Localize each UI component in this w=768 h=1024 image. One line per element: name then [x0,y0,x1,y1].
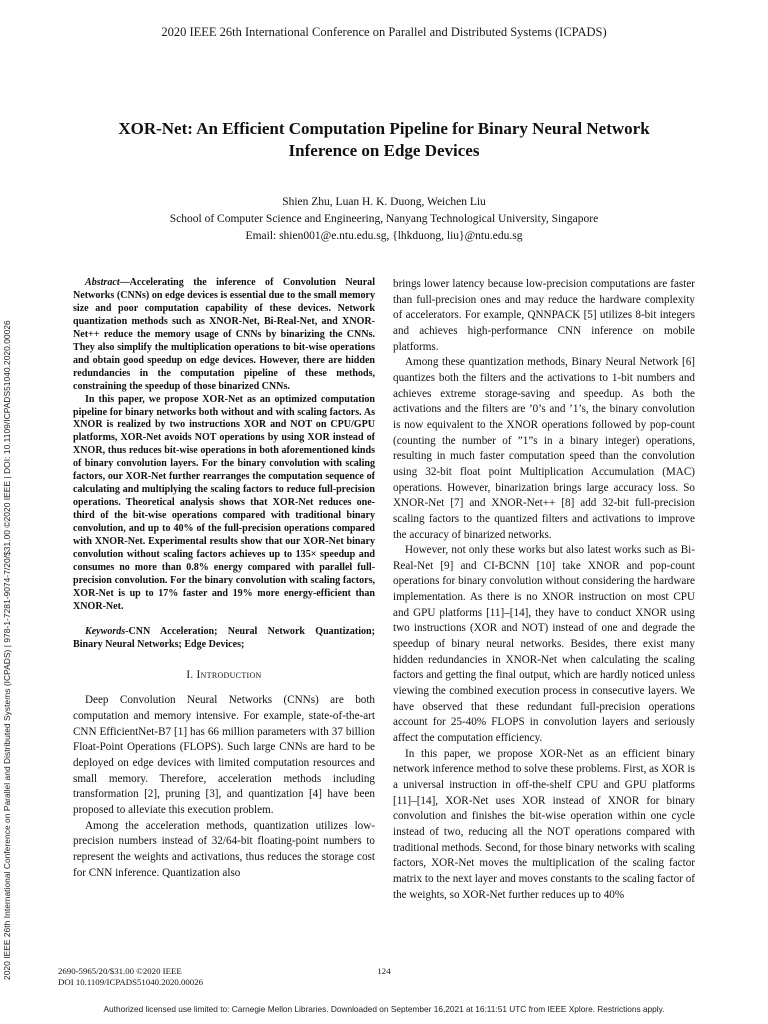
keywords-label: Keywords [85,625,126,637]
intro-paragraph: brings lower latency because low-precision computations are faster than full-precision ones and may reduce the hardware complexity of accelerators. For example, QNNPACK [5] utilizes 8-bit integers and achieves high-performance CNN inference on mobile platforms. [393,278,695,353]
affiliation: School of Computer Science and Engineering, Nanyang Technological University, Singapore [169,213,599,225]
footer-doi: DOI 10.1109/ICPADS51040.2020.00026 [58,977,203,987]
abstract-paragraph-2: In this paper, we propose XOR-Net as an optimized computation pipeline for binary networks both without and with scaling factors. As XNOR is realized by two instructions XOR and NOT on CPU/GPU platforms, XOR-Net avoids NOT operations by using XOR instead of XNOR, thus reduces bit-wise operations in both aforementioned kinds of binary convolution layers. For the binary convolution with scaling factors, our XOR-Net further rearranges the computation sequence of calculating and multiplying the scaling factors to reduce full-precision operations. Theoretical analysis shows that XOR-Net reduces one-third of the bit-wise operations compared with traditional binary convolution, and up to 40% of the full-precision operations compared with XNOR-Net. Experimental results show that our XOR-Net binary convolution without scaling factors achieves up to 135× speedup and consumes no more than 0.8% energy compared with parallel full-precision convolution. For the binary convolution with scaling factors, XOR-Net is up to 17% faster and 19% more energy-efficient than XNOR-Net. [73,393,375,612]
email: Email: shien001@e.ntu.edu.sg, {lhkduong, liu}@ntu.edu.sg [245,230,523,242]
left-column [73,277,375,881]
conference-header: 2020 IEEE 26th International Conference on Parallel and Distributed Systems (ICPADS) [161,25,607,39]
intro-paragraph: In this paper, we propose XOR-Net as an efficient binary network inference method to solve these problems. First, as XOR is a universal instruction in off-the-shelf CPU and GPU platforms [11]–[14], XOR-Net uses XOR instead of XNOR for binary convolution and finishes the bit-wise operation within one cycle instead of two, reducing all the NOT operations compared with traditional methods. Second, for those binary networks with scaling factors, XOR-Net moves the multiplication of the scaling factor matrix to the next layer and moves constants to the scaling factor of the weights, so XOR-Net further reduces up to 40% [393,747,695,901]
right-column [393,277,695,903]
author-block [60,194,708,245]
author-names: Shien Zhu, Luan H. K. Duong, Weichen Liu [282,196,486,208]
section-heading-introduction: I. Introduction [186,668,262,681]
intro-paragraph: Deep Convolution Neural Networks (CNNs) are both computation and memory intensive. For example, state-of-the-art CNN EfficientNet-B7 [1] has 66 million parameters with 37 billion Float-Point Operations (FLOPS). Such large CNNs are hard to be deployed on edge devices with limited computation resources and small memory. Therefore, acceleration methods including transformation [2], pruning [3], and quantization [4] have been proposed to alleviate this execution problem. [73,694,375,816]
paper-title [60,118,708,162]
license-notice: Authorized licensed use limited to: Carnegie Mellon Libraries. Downloaded on September 16,2021 at 16:11:51 UTC from IEEE Xplore. Restrictions apply. [103,1004,665,1014]
keywords: Keywords-CNN Acceleration; Neural Network Quantization; Binary Neural Networks; Edge Devices; [73,625,375,650]
abstract-paragraph-1: Abstract—Accelerating the inference of Convolution Neural Networks (CNNs) on edge devices is essential due to the small memory size and poor computation capability of these devices. Network quantization methods such as XNOR-Net, Bi-Real-Net, and XNOR-Net++ reduce the memory usage of CNNs by binarizing the CNNs. They also simplify the multiplication operations to bit-wise operations and obtain good speedup on edge devices. However, there are hidden redundancies in the computation pipeline of these methods, constraining the speedup of those binarized CNNs. [73,277,375,392]
intro-paragraph: Among the acceleration methods, quantization utilizes low-precision numbers instead of 32/64-bit floating-point numbers to represent the weights and activations, thus reduces the storage cost for CNN inference. Quantization also [73,819,375,879]
footer-issn: 2690-5965/20/$31.00 ©2020 IEEE [58,966,182,976]
title-line-2: Inference on Edge Devices [288,141,480,160]
title-line-1: XOR-Net: An Efficient Computation Pipeline for Binary Neural Network [118,119,650,138]
intro-paragraph: However, not only these works but also latest works such as Bi-Real-Net [9] and CI-BCNN [10] take XNOR and pop-count operations for binary convolution without considering the hardware implementation. As there is no XNOR instruction on most CPU and GPU platforms [11]–[14], they have to conduct XNOR using two instructions (XOR and NOT) instead of one and degrade the speedup of binary neural networks. Besides, there exist many hidden redundancies in XNOR-Net when calculating the scaling factors and getting the final output, which are hardly noticed unless viewing the combined execution process in consecutive layers. We have observed that these redundant full-precision operations account for 25-40% FLOPS in convolution layers and seriously affect the computation efficiency. [393,544,695,745]
abstract [73,277,375,614]
intro-paragraph: Among these quantization methods, Binary Neural Network [6] quantizes both the filters and the activations to 1-bit numbers and achieves extreme storage-saving and speedup. As both the activations and the filters are ’0’s and ’1’s, the binary convolution is now equivalent to the XNOR operations followed by pop-count (counting the number of ”1”s in a binary integer) operations, resulting in much faster computation speed than the convolution using 32-bit float point Multiplication Accumulation (MAC) operations. However, binarization brings large accuracy loss. So XNOR-Net [7] and XNOR-Net++ [8] add 32-bit full-precision scaling factors to the quantized filters and activations to improve the accuracy of binarized networks. [393,356,695,541]
page-number: 124 [377,966,391,976]
side-doi-banner: 2020 IEEE 26th International Conference on Parallel and Distributed Systems (ICPADS) | 978-1-7281-9074-7/20/$31.00 ©2020 IEEE | DOI: 10.1109/ICPADS51040.2020.00026 [2,320,12,980]
abstract-label: Abstract [85,277,120,288]
